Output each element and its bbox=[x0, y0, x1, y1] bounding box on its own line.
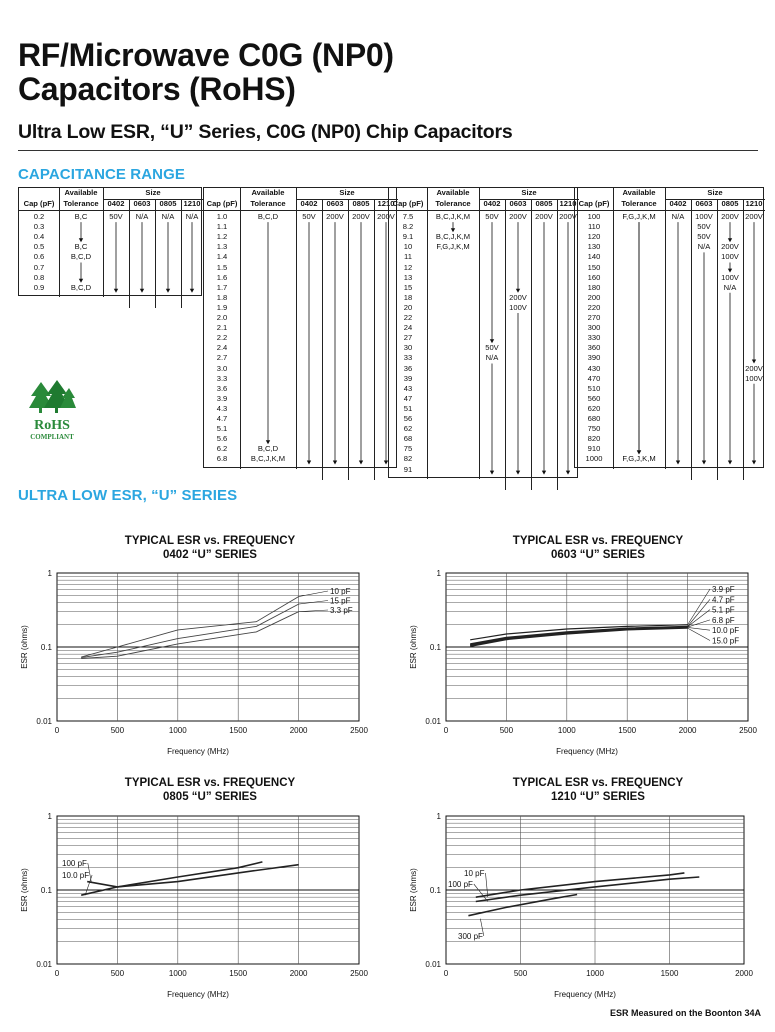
cap-value: 820 bbox=[587, 434, 601, 444]
header-size-0805: 0805 bbox=[352, 199, 370, 208]
voltage-value: 100V bbox=[509, 302, 527, 312]
cap-value: 0.2 bbox=[33, 212, 45, 221]
voltage-value: 50V bbox=[697, 232, 711, 242]
title-line-2: Capacitors (RoHS) bbox=[18, 71, 296, 107]
y-axis-label: ESR (ohms) bbox=[20, 625, 29, 669]
cap-value: 62 bbox=[403, 424, 413, 434]
cap-value: 270 bbox=[587, 313, 601, 322]
cap-value: 680 bbox=[587, 414, 601, 423]
cap-value: 1.1 bbox=[216, 222, 228, 232]
series-label: 100 pF bbox=[448, 880, 473, 889]
cap-value: 18 bbox=[403, 292, 413, 302]
tolerance-value: F,G,J,K,M bbox=[622, 454, 656, 464]
chart-0402-title-line2: 0402 “U” SERIES bbox=[163, 549, 257, 561]
cap-value: 0.7 bbox=[33, 262, 45, 272]
x-tick-label: 1000 bbox=[168, 969, 187, 978]
header-tolerance: Tolerance bbox=[435, 199, 471, 208]
cap-value: 2.0 bbox=[216, 313, 228, 322]
header-size-1210: 1210 bbox=[183, 199, 201, 208]
series-label: 5.1 pF bbox=[712, 605, 735, 615]
cap-value: 1.9 bbox=[216, 302, 228, 312]
voltage-value: N/A bbox=[723, 282, 737, 292]
x-tick-label: 500 bbox=[499, 726, 514, 735]
header-tolerance: Tolerance bbox=[621, 199, 657, 208]
cap-value: 100 bbox=[587, 212, 601, 221]
cap-value: 4.3 bbox=[216, 403, 228, 413]
y-tick-label: 0.01 bbox=[425, 960, 441, 969]
cap-value: 150 bbox=[587, 262, 601, 272]
chart-0603-title-line2: 0603 “U” SERIES bbox=[551, 549, 645, 561]
cap-value: 3.9 bbox=[216, 393, 228, 403]
tolerance-value: B,C,J,K,M bbox=[435, 232, 471, 242]
chart-0805-title-line1: TYPICAL ESR vs. FREQUENCY bbox=[124, 777, 296, 789]
y-tick-label: 0.1 bbox=[429, 643, 441, 652]
cap-value: 910 bbox=[587, 444, 601, 454]
voltage-value: 200V bbox=[745, 212, 763, 221]
y-tick-label: 1 bbox=[47, 569, 52, 578]
cap-value: 15 bbox=[403, 282, 413, 292]
chart-0805-title-line2: 0805 “U” SERIES bbox=[163, 791, 257, 803]
tolerance-value: F,G,J,K,M bbox=[622, 212, 656, 221]
tolerance-value: B,C,D bbox=[257, 212, 279, 221]
x-tick-label: 500 bbox=[110, 726, 125, 735]
x-tick-label: 0 bbox=[443, 969, 449, 978]
header-size-0805: 0805 bbox=[721, 199, 739, 208]
voltage-value: N/A bbox=[697, 242, 711, 252]
voltage-value: N/A bbox=[161, 212, 175, 221]
cap-value: 36 bbox=[403, 363, 413, 373]
header-cap: Cap (pF) bbox=[578, 199, 610, 208]
header-size-1210: 1210 bbox=[559, 199, 577, 208]
voltage-value: N/A bbox=[485, 353, 499, 363]
x-tick-label: 2000 bbox=[289, 726, 308, 735]
x-tick-label: 500 bbox=[110, 969, 125, 978]
y-tick-label: 0.01 bbox=[36, 960, 52, 969]
tolerance-value: B,C,J,K,M bbox=[250, 454, 286, 464]
voltage-value: 200V bbox=[509, 212, 527, 221]
header-size-0603: 0603 bbox=[509, 199, 527, 208]
y-tick-label: 0.1 bbox=[429, 886, 441, 895]
y-tick-label: 0.1 bbox=[40, 643, 52, 652]
cap-value: 9.1 bbox=[402, 232, 414, 242]
x-axis-label: Frequency (MHz) bbox=[556, 747, 618, 756]
header-size-0603: 0603 bbox=[695, 199, 713, 208]
y-tick-label: 1 bbox=[436, 569, 441, 578]
cap-value: 510 bbox=[587, 383, 601, 393]
series-leader bbox=[299, 591, 328, 597]
header-size-0402: 0402 bbox=[669, 199, 687, 208]
cap-value: 39 bbox=[403, 373, 413, 383]
x-tick-label: 0 bbox=[54, 969, 60, 978]
cap-value: 120 bbox=[587, 232, 601, 242]
cap-value: 75 bbox=[403, 444, 413, 454]
cap-value: 68 bbox=[403, 434, 413, 444]
cap-value: 390 bbox=[587, 353, 601, 363]
cap-value: 110 bbox=[587, 222, 601, 232]
cap-value: 11 bbox=[404, 252, 412, 262]
x-tick-label: 1000 bbox=[586, 969, 604, 978]
series-leader bbox=[688, 620, 710, 627]
x-axis-label: Frequency (MHz) bbox=[554, 990, 616, 999]
header-size-0402: 0402 bbox=[107, 199, 125, 208]
header-cap: Cap (pF) bbox=[206, 199, 238, 208]
header-tolerance: Tolerance bbox=[250, 199, 286, 208]
ultra-low-esr-heading: ULTRA LOW ESR, “U” SERIES bbox=[18, 487, 238, 504]
series-line-15-pF bbox=[81, 604, 298, 658]
cap-value: 470 bbox=[587, 373, 601, 383]
header-size-1210: 1210 bbox=[745, 199, 763, 208]
header-size-0805: 0805 bbox=[159, 199, 177, 208]
voltage-value: 50V bbox=[485, 212, 499, 221]
x-tick-label: 2500 bbox=[350, 969, 368, 978]
cap-value: 330 bbox=[587, 333, 601, 343]
x-tick-label: 1500 bbox=[660, 969, 679, 978]
cap-value: 5.6 bbox=[216, 434, 228, 444]
cap-value: 3.0 bbox=[216, 363, 228, 373]
cap-value: 13 bbox=[403, 272, 413, 282]
cap-value: 24 bbox=[403, 323, 413, 333]
cap-value: 1.7 bbox=[216, 282, 228, 292]
y-axis-label: ESR (ohms) bbox=[409, 868, 418, 912]
y-axis-label: ESR (ohms) bbox=[409, 625, 418, 669]
cap-value: 56 bbox=[403, 414, 413, 423]
cap-value: 300 bbox=[587, 323, 601, 333]
cap-value: 1.0 bbox=[216, 212, 228, 221]
voltage-value: N/A bbox=[135, 212, 149, 221]
cap-value: 140 bbox=[587, 252, 601, 262]
series-leader bbox=[688, 610, 710, 627]
voltage-value: 200V bbox=[535, 212, 553, 221]
cap-value: 12 bbox=[403, 262, 413, 272]
cap-value: 1.2 bbox=[216, 232, 228, 242]
chart-1210-title-line2: 1210 “U” SERIES bbox=[551, 791, 645, 803]
series-leader bbox=[299, 610, 328, 612]
header-size-0402: 0402 bbox=[300, 199, 318, 208]
x-tick-label: 500 bbox=[513, 969, 528, 978]
x-tick-label: 2500 bbox=[739, 726, 757, 735]
series-leader bbox=[474, 884, 488, 901]
cap-value: 33 bbox=[403, 353, 413, 363]
x-tick-label: 1500 bbox=[618, 726, 637, 735]
x-axis-label: Frequency (MHz) bbox=[167, 990, 229, 999]
cap-value: 10 bbox=[403, 242, 413, 252]
chart-0402-title-line1: TYPICAL ESR vs. FREQUENCY bbox=[124, 535, 296, 547]
tolerance-value: B,C,D bbox=[70, 282, 92, 292]
voltage-value: 200V bbox=[559, 212, 577, 221]
series-label: 3.3 pF bbox=[330, 606, 353, 615]
cap-value: 750 bbox=[587, 424, 601, 434]
x-tick-label: 1500 bbox=[229, 969, 248, 978]
cap-value: 43 bbox=[403, 383, 413, 393]
cap-value: 360 bbox=[587, 343, 601, 353]
series-label: 15 pF bbox=[330, 596, 351, 606]
x-axis-label: Frequency (MHz) bbox=[167, 747, 229, 756]
cap-value: 0.9 bbox=[33, 282, 45, 292]
series-label: 3.9 pF bbox=[712, 585, 735, 594]
voltage-value: 200V bbox=[326, 212, 344, 221]
tolerance-value: B,C bbox=[74, 212, 88, 221]
series-line-3-3-pF bbox=[81, 612, 298, 659]
series-line-10-0-pF bbox=[470, 627, 687, 645]
header-cap: Cap (pF) bbox=[392, 199, 424, 208]
voltage-value: 200V bbox=[509, 292, 527, 302]
cap-value: 22 bbox=[403, 313, 413, 322]
voltage-value: 200V bbox=[377, 212, 395, 221]
x-tick-label: 0 bbox=[54, 726, 60, 735]
tolerance-value: B,C,J,K,M bbox=[435, 212, 471, 221]
series-line-6-8-pF bbox=[470, 627, 687, 645]
cap-value: 1.3 bbox=[216, 242, 228, 252]
cap-value: 1.5 bbox=[216, 262, 228, 272]
header-size: Size bbox=[707, 188, 723, 197]
page-subtitle: Ultra Low ESR, “U” Series, C0G (NP0) Chip Capacitors bbox=[18, 121, 513, 143]
header-size-0603: 0603 bbox=[326, 199, 344, 208]
y-tick-label: 0.01 bbox=[425, 717, 441, 726]
voltage-value: 50V bbox=[697, 222, 711, 232]
cap-value: 2.1 bbox=[216, 323, 228, 333]
voltage-value: N/A bbox=[671, 212, 685, 221]
cap-value: 3.3 bbox=[216, 373, 228, 383]
cap-value: 4.7 bbox=[216, 414, 228, 423]
header-tolerance: Tolerance bbox=[63, 199, 99, 208]
cap-value: 7.5 bbox=[402, 212, 414, 221]
x-tick-label: 1000 bbox=[557, 726, 576, 735]
voltage-value: 100V bbox=[721, 252, 739, 262]
header-available: Available bbox=[436, 188, 470, 197]
series-label: 100 pF bbox=[62, 859, 87, 868]
chart-0603-title-line1: TYPICAL ESR vs. FREQUENCY bbox=[512, 535, 684, 547]
cap-value: 47 bbox=[403, 393, 413, 403]
cap-value: 6.2 bbox=[216, 444, 228, 454]
header-size-0603: 0603 bbox=[133, 199, 151, 208]
tolerance-value: B,C,D bbox=[70, 252, 92, 262]
voltage-value: 50V bbox=[109, 212, 123, 221]
cap-value: 27 bbox=[403, 333, 413, 343]
header-available: Available bbox=[251, 188, 285, 197]
rohs-compliant-label: COMPLIANT bbox=[30, 433, 74, 441]
cap-value: 3.6 bbox=[216, 383, 228, 393]
cap-value: 0.6 bbox=[33, 252, 45, 262]
cap-value: 1000 bbox=[585, 454, 603, 464]
tolerance-value: B,C bbox=[74, 242, 88, 252]
cap-value: 160 bbox=[587, 272, 601, 282]
x-tick-label: 2000 bbox=[678, 726, 697, 735]
series-label: 4.7 pF bbox=[712, 595, 735, 605]
voltage-value: N/A bbox=[185, 212, 199, 221]
chart-1210-title-line1: TYPICAL ESR vs. FREQUENCY bbox=[512, 777, 684, 789]
cap-value: 51 bbox=[403, 403, 413, 413]
voltage-value: 50V bbox=[485, 343, 499, 353]
cap-value: 91 bbox=[403, 464, 413, 474]
cap-value: 0.4 bbox=[33, 232, 45, 242]
x-tick-label: 2000 bbox=[735, 969, 753, 978]
cap-value: 2.2 bbox=[216, 333, 228, 343]
title-line-1: RF/Microwave C0G (NP0) bbox=[18, 37, 394, 73]
header-size: Size bbox=[339, 188, 355, 197]
cap-value: 1.4 bbox=[216, 252, 228, 262]
cap-value: 0.8 bbox=[33, 272, 45, 282]
cap-value: 130 bbox=[587, 242, 601, 252]
series-label: 10 pF bbox=[330, 587, 351, 596]
voltage-value: 50V bbox=[302, 212, 316, 221]
cap-value: 20 bbox=[403, 302, 413, 312]
cap-value: 5.1 bbox=[216, 424, 228, 434]
cap-value: 0.3 bbox=[33, 222, 45, 232]
cap-value: 82 bbox=[403, 454, 413, 464]
y-tick-label: 0.1 bbox=[40, 886, 52, 895]
x-tick-label: 0 bbox=[443, 726, 449, 735]
y-axis-label: ESR (ohms) bbox=[20, 868, 29, 912]
cap-value: 200 bbox=[587, 292, 601, 302]
header-size-1210: 1210 bbox=[377, 199, 395, 208]
voltage-value: 200V bbox=[721, 242, 739, 252]
cap-value: 560 bbox=[587, 393, 601, 403]
x-tick-label: 2500 bbox=[350, 726, 368, 735]
voltage-value: 100V bbox=[695, 212, 713, 221]
cap-value: 6.8 bbox=[216, 454, 228, 464]
rohs-label: RoHS bbox=[34, 418, 70, 433]
header-available: Available bbox=[64, 188, 98, 197]
tolerance-value: B,C,D bbox=[257, 444, 279, 454]
cap-value: 430 bbox=[587, 363, 601, 373]
header-size-0402: 0402 bbox=[483, 199, 501, 208]
x-tick-label: 1500 bbox=[229, 726, 248, 735]
series-label: 10 pF bbox=[464, 869, 485, 878]
series-line-100-pF bbox=[476, 877, 700, 902]
series-leader bbox=[688, 599, 710, 626]
voltage-value: 200V bbox=[721, 212, 739, 221]
cap-value: 620 bbox=[587, 403, 601, 413]
series-leader bbox=[688, 589, 710, 625]
cap-value: 8.2 bbox=[402, 222, 414, 232]
voltage-value: 200V bbox=[745, 363, 763, 373]
cap-value: 30 bbox=[403, 343, 413, 353]
series-label: 300 pF bbox=[458, 932, 483, 941]
x-tick-label: 1000 bbox=[168, 726, 187, 735]
header-available: Available bbox=[622, 188, 656, 197]
y-tick-label: 1 bbox=[47, 812, 52, 821]
cap-value: 0.5 bbox=[33, 242, 45, 252]
capacitance-range-heading: CAPACITANCE RANGE bbox=[18, 166, 185, 183]
header-size: Size bbox=[145, 188, 161, 197]
series-label: 10.0 pF bbox=[62, 871, 90, 880]
cap-value: 1.8 bbox=[216, 292, 228, 302]
tolerance-value: F,G,J,K,M bbox=[436, 242, 470, 252]
header-cap: Cap (pF) bbox=[23, 199, 55, 208]
cap-value: 180 bbox=[587, 282, 601, 292]
series-line-100-pF bbox=[87, 865, 298, 887]
voltage-value: 100V bbox=[745, 373, 763, 383]
cap-value: 2.4 bbox=[216, 343, 228, 353]
header-size-0805: 0805 bbox=[535, 199, 553, 208]
voltage-value: 200V bbox=[352, 212, 370, 221]
header-size: Size bbox=[521, 188, 537, 197]
cap-value: 2.7 bbox=[216, 353, 228, 363]
voltage-value: 100V bbox=[721, 272, 739, 282]
series-label: 15.0 pF bbox=[712, 636, 740, 646]
cap-value: 1.6 bbox=[216, 272, 228, 282]
y-tick-label: 1 bbox=[436, 812, 441, 821]
y-tick-label: 0.01 bbox=[36, 717, 52, 726]
series-label: 10.0 pF bbox=[712, 626, 740, 636]
footnote: ESR Measured on the Boonton 34A bbox=[609, 1008, 761, 1018]
cap-value: 220 bbox=[587, 302, 601, 312]
series-label: 6.8 pF bbox=[712, 615, 735, 625]
x-tick-label: 2000 bbox=[289, 969, 308, 978]
